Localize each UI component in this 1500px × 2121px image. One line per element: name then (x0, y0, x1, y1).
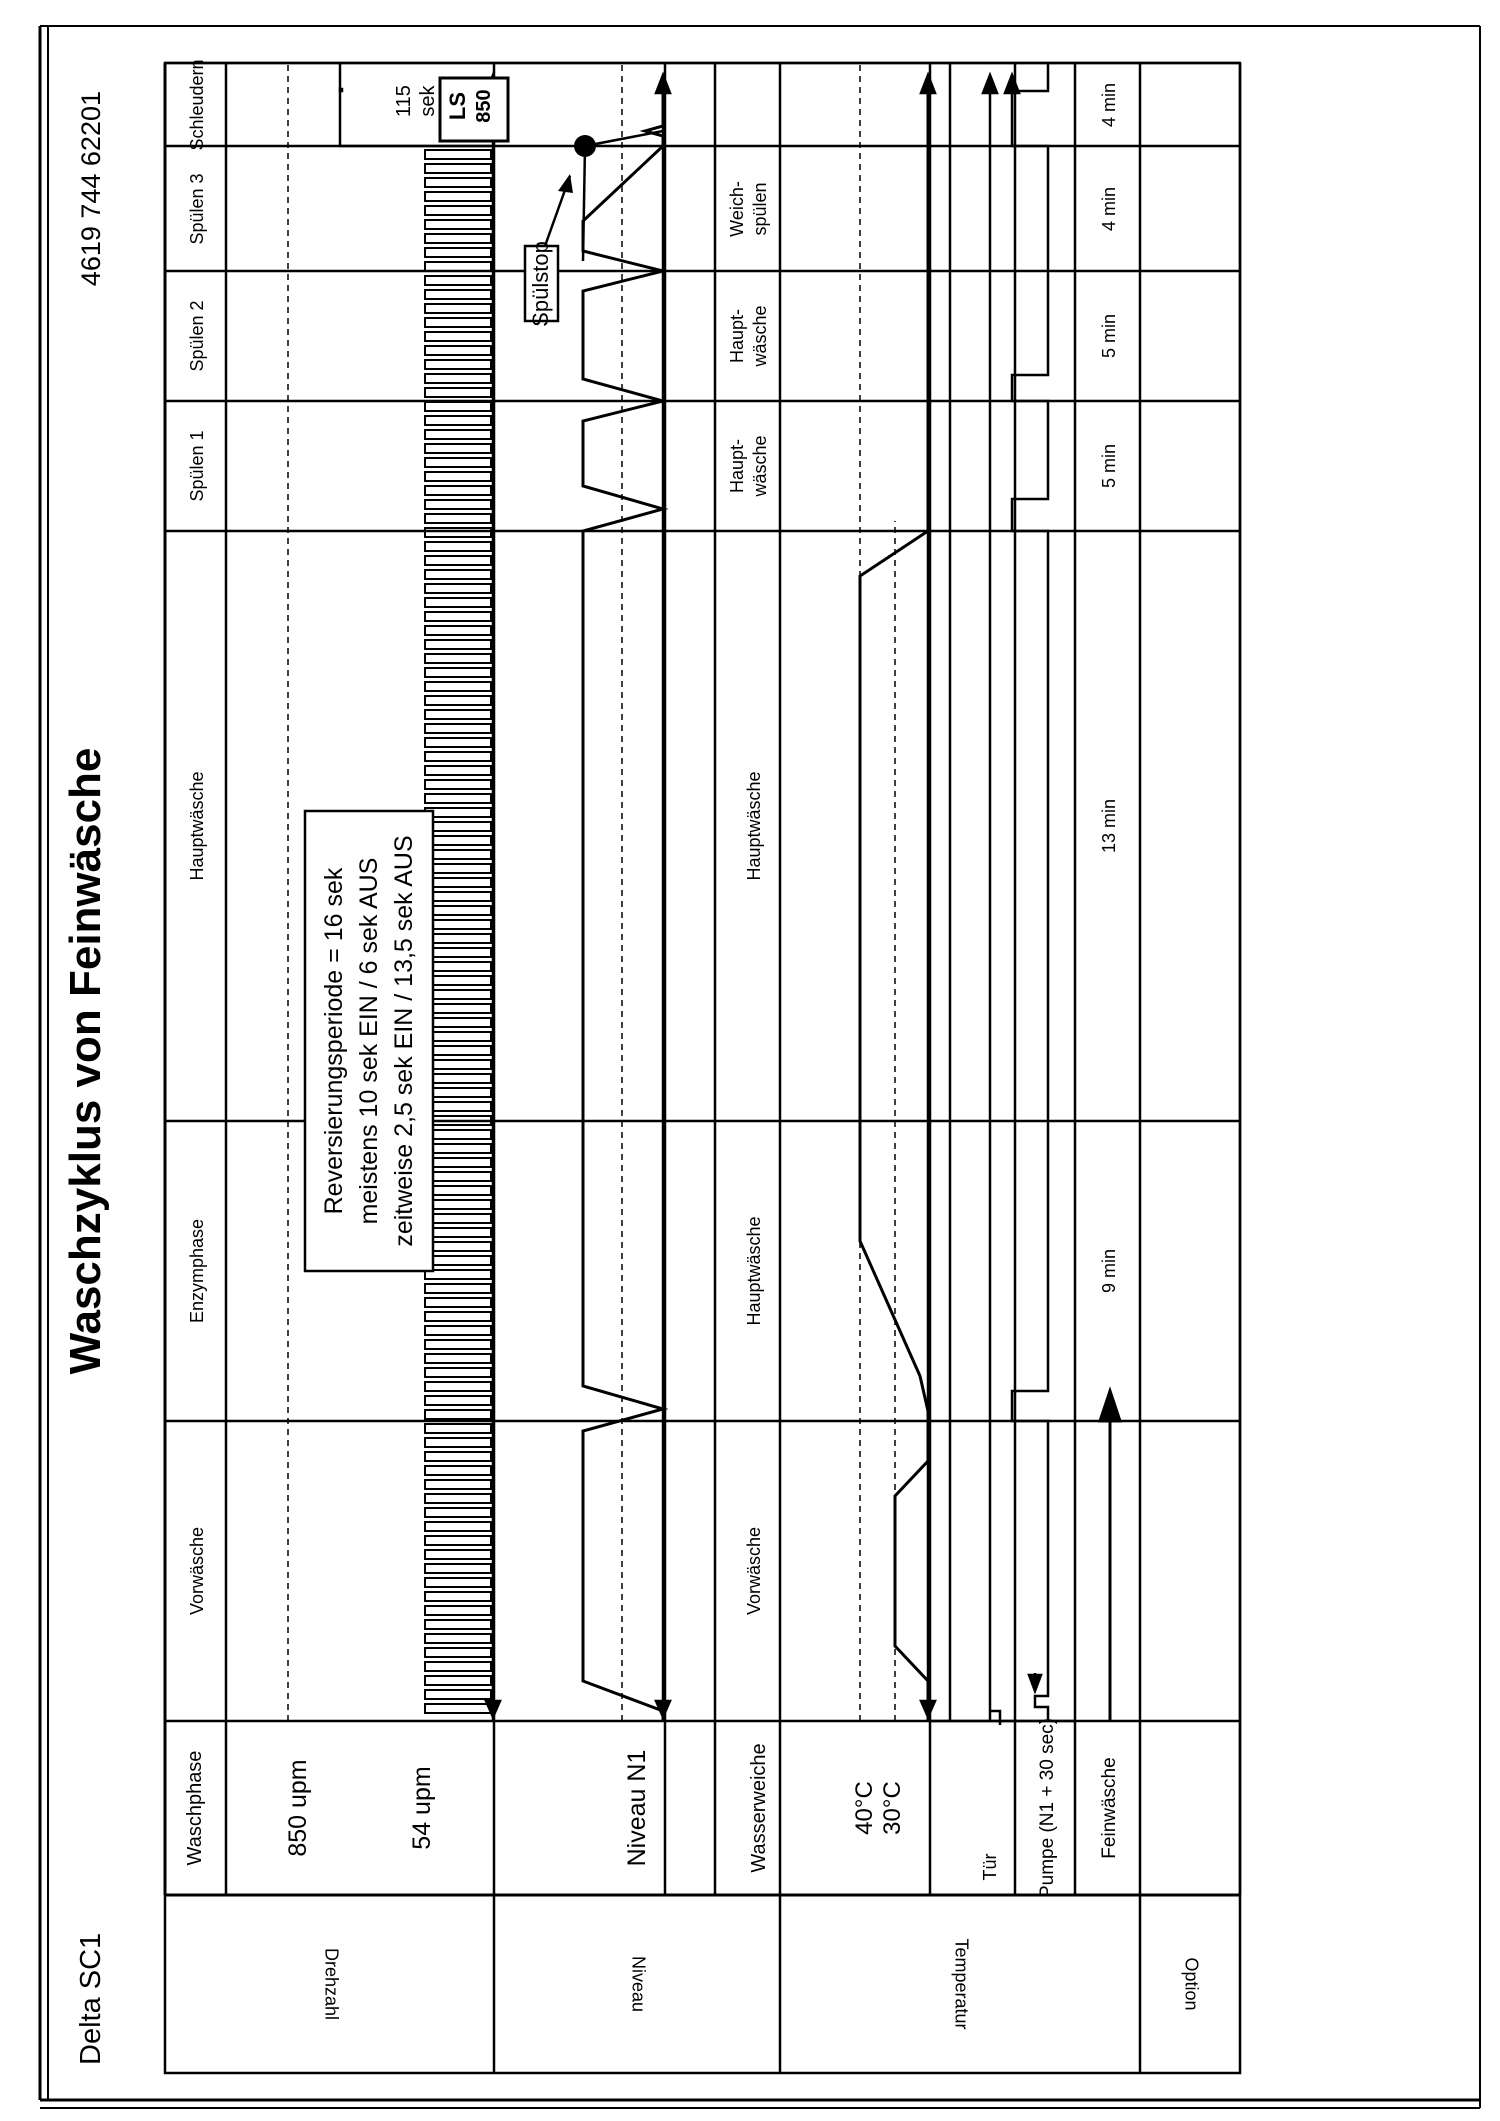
reversal-pulse (425, 262, 491, 271)
reversal-pulse (425, 360, 491, 369)
duration-spuelen1: 5 min (1099, 443, 1119, 489)
reversal-pulse (425, 682, 491, 691)
reversal-pulse (425, 1466, 491, 1475)
valve-spuelen2-line2: wäsche (750, 305, 770, 367)
reversal-pulse (425, 570, 491, 579)
reversal-pulse (425, 430, 491, 439)
reversal-pulse (425, 962, 491, 971)
reversal-pulse (425, 444, 491, 453)
duration-spuelen3: 4 min (1099, 186, 1119, 232)
reversal-line-1: Reversierungsperiode = 16 sek (320, 867, 348, 1215)
reversal-pulse (425, 1424, 491, 1433)
reversal-pulse (425, 416, 491, 425)
phase-header-enzymphase: Enzymphase (187, 1218, 207, 1324)
reversal-pulse (425, 878, 491, 887)
reversal-pulse (425, 1494, 491, 1503)
reversal-pulse (425, 864, 491, 873)
pump-arrow (1029, 1673, 1041, 1691)
reversal-pulse (425, 710, 491, 719)
label-pumpe: Pumpe (N1 + 30 sec) (1037, 1717, 1058, 1899)
reversal-pulse (425, 766, 491, 775)
reversal-pulse (425, 1452, 491, 1461)
reversal-pulse (425, 318, 491, 327)
ls-box (393, 78, 508, 141)
duration-enzymphase: 9 min (1099, 1248, 1119, 1294)
reversal-pulse (425, 1592, 491, 1601)
reversal-pulse (425, 276, 491, 285)
reversal-pulse (425, 192, 491, 201)
spin-time-value: 115 (393, 85, 415, 117)
reversal-pulse (425, 164, 491, 173)
reversal-pulse (425, 1564, 491, 1573)
durations-row (1099, 83, 1119, 1293)
phase-header-spuelen2: Spülen 2 (187, 300, 207, 372)
phase-header-schleudern: Schleudern (187, 59, 207, 151)
reversal-pulse (425, 1410, 491, 1419)
reversal-pulse (425, 626, 491, 635)
reversal-pulse (425, 1396, 491, 1405)
program-arrow (1100, 1391, 1120, 1721)
reversal-pulse (425, 1298, 491, 1307)
reversal-pulse (425, 150, 491, 159)
valve-spuelen3-line2: spülen (750, 182, 770, 236)
reversal-pulse (425, 1690, 491, 1699)
reversal-pulse (425, 1676, 491, 1685)
reversal-pulse (425, 304, 491, 313)
reversal-pulse (425, 1550, 491, 1559)
water-level-curve (583, 86, 663, 1721)
reversal-annotation (305, 811, 433, 1271)
temperature-curve (860, 91, 928, 1721)
header (61, 91, 110, 2065)
reversal-pulse (425, 234, 491, 243)
reversal-pulse (425, 346, 491, 355)
spin-time-unit: sek (417, 85, 439, 117)
label-feinwaesche: Feinwäsche (1099, 1757, 1120, 1859)
reversal-pulse (425, 486, 491, 495)
reversal-pulse (425, 1382, 491, 1391)
reversal-pulse (425, 1186, 491, 1195)
reversal-pulse (425, 612, 491, 621)
pump-row (1005, 63, 1048, 1721)
valve-spuelen1-line1: Haupt- (727, 438, 747, 494)
reversal-pulse (425, 1256, 491, 1265)
reversal-pulse (425, 1270, 491, 1279)
reversal-pulse (425, 1634, 491, 1643)
page-title: Waschzyklus von Feinwäsche (61, 747, 110, 1375)
reversal-pulse (425, 850, 491, 859)
group-label-option: Option (1181, 1957, 1202, 2011)
reversal-pulse (425, 542, 491, 551)
reversal-pulse (425, 374, 491, 383)
reversal-pulse (425, 584, 491, 593)
reversal-pulse (425, 696, 491, 705)
reversal-pulse (425, 458, 491, 467)
duration-spuelen2: 5 min (1099, 313, 1119, 359)
reversal-pulse (425, 640, 491, 649)
reversal-pulse (425, 248, 491, 257)
group-column (494, 1895, 1140, 2073)
reversal-pulse (425, 1074, 491, 1083)
reversal-pulse (425, 934, 491, 943)
reversal-pulse (425, 290, 491, 299)
reversal-pulse (425, 1480, 491, 1489)
water-valve-row (727, 181, 770, 1615)
reversal-pulse (425, 780, 491, 789)
valve-spuelen2-line1: Haupt- (727, 308, 747, 364)
reversal-pulse (425, 654, 491, 663)
reversal-pulse (425, 892, 491, 901)
reversal-pulse (425, 206, 491, 215)
label-40c: 40°C (851, 1781, 878, 1835)
valve-spuelen1-line2: wäsche (750, 435, 770, 497)
reversal-pulse (425, 724, 491, 733)
reversal-pulse (425, 1326, 491, 1335)
reversal-pulse (425, 738, 491, 747)
reversal-pulse (425, 1158, 491, 1167)
reversal-pulse (425, 1172, 491, 1181)
group-labels (321, 1938, 1201, 2029)
reversal-pulse (425, 948, 491, 957)
phase-header-spuelen1: Spülen 1 (187, 430, 207, 502)
reversal-pulse (425, 1648, 491, 1657)
rinse-stop-label: Spülstop (528, 241, 553, 327)
phase-header-hauptwaesche: Hauptwäsche (187, 771, 207, 881)
group-label-niveau: Niveau (628, 1955, 649, 2013)
reversal-pulse (425, 402, 491, 411)
reversal-pulse (425, 906, 491, 915)
reversal-pulse (425, 1704, 491, 1713)
reversal-pulse (425, 920, 491, 929)
reversal-pulse (425, 1578, 491, 1587)
reversal-pulse (425, 1046, 491, 1055)
label-54-upm: 54 upm (408, 1766, 436, 1850)
phase-header-vorwaesche: Vorwäsche (187, 1526, 207, 1616)
reversal-pulse (425, 822, 491, 831)
valve-enzymphase: Hauptwäsche (744, 1216, 764, 1326)
label-tuer: Tür (980, 1853, 1000, 1881)
reversal-pulse (425, 752, 491, 761)
duration-hauptwaesche: 13 min (1099, 798, 1119, 854)
reversal-pulse (425, 1144, 491, 1153)
ls-value: 850 (473, 89, 495, 123)
level-axis (656, 75, 670, 1721)
reversal-pulse (425, 514, 491, 523)
rotated-chart (61, 59, 1240, 2073)
door-row (983, 75, 1000, 1725)
reversal-pulse (425, 1060, 491, 1069)
reversal-line-3: zeitweise 2,5 sek EIN / 13,5 sek AUS (390, 835, 418, 1247)
reversal-pulse (425, 1368, 491, 1377)
phase-headers (187, 59, 207, 1615)
phase-header-spuelen3: Spülen 3 (187, 173, 207, 245)
reversal-pulse (425, 332, 491, 341)
reversal-pulse (425, 1536, 491, 1545)
reversal-pulse (425, 220, 491, 229)
row-labels (184, 1718, 1120, 1898)
reversal-pulse (425, 598, 491, 607)
drum-reversal-pulses (425, 150, 491, 1713)
reversal-pulse (425, 178, 491, 187)
valve-hauptwaesche: Hauptwäsche (744, 771, 764, 881)
reversal-line-2: meistens 10 sek EIN / 6 sek AUS (355, 857, 383, 1225)
reversal-pulse (425, 1284, 491, 1293)
reversal-pulse (425, 500, 491, 509)
reversal-pulse (425, 836, 491, 845)
reversal-pulse (425, 1354, 491, 1363)
duration-schleudern: 4 min (1099, 82, 1119, 128)
reversal-pulse (425, 1508, 491, 1517)
reversal-pulse (425, 1312, 491, 1321)
reversal-pulse (425, 1606, 491, 1615)
valve-vorwaesche: Vorwäsche (744, 1526, 764, 1616)
label-niveau-n1: Niveau N1 (623, 1749, 651, 1867)
reversal-pulse (425, 1032, 491, 1041)
reversal-pulse (425, 976, 491, 985)
reversal-pulse (425, 472, 491, 481)
reversal-pulse (425, 388, 491, 397)
reversal-pulse (425, 1662, 491, 1671)
label-30c: 30°C (879, 1781, 906, 1835)
reversal-pulse (425, 1018, 491, 1027)
label-waschphase: Waschphase (184, 1750, 206, 1866)
model-name: Delta SC1 (75, 1932, 107, 2065)
reversal-pulse (425, 1522, 491, 1531)
ls-label: LS (445, 91, 470, 121)
reversal-pulse (425, 1242, 491, 1251)
reversal-pulse (425, 990, 491, 999)
reversal-pulse (425, 556, 491, 565)
label-wasserweiche: Wasserweiche (748, 1743, 770, 1873)
reversal-pulse (425, 794, 491, 803)
group-label-drehzahl: Drehzahl (321, 1947, 342, 2021)
reversal-pulse (425, 1004, 491, 1013)
reversal-pulse (425, 1340, 491, 1349)
reversal-pulse (425, 1088, 491, 1097)
doc-number: 4619 744 62201 (76, 91, 106, 287)
reversal-pulse (425, 1130, 491, 1139)
group-label-temperatur: Temperatur (951, 1938, 972, 2030)
reversal-pulse (425, 1228, 491, 1237)
valve-spuelen3-line1: Weich- (727, 181, 747, 237)
reversal-pulse (425, 808, 491, 817)
reversal-pulse (425, 1102, 491, 1111)
reversal-pulse (425, 1620, 491, 1629)
label-850-upm: 850 upm (284, 1759, 312, 1857)
reversal-pulse (425, 1438, 491, 1447)
rinse-stop (525, 131, 663, 327)
reversal-pulse (425, 1200, 491, 1209)
reversal-pulse (425, 528, 491, 537)
reversal-pulse (425, 1214, 491, 1223)
reversal-pulse (425, 668, 491, 677)
